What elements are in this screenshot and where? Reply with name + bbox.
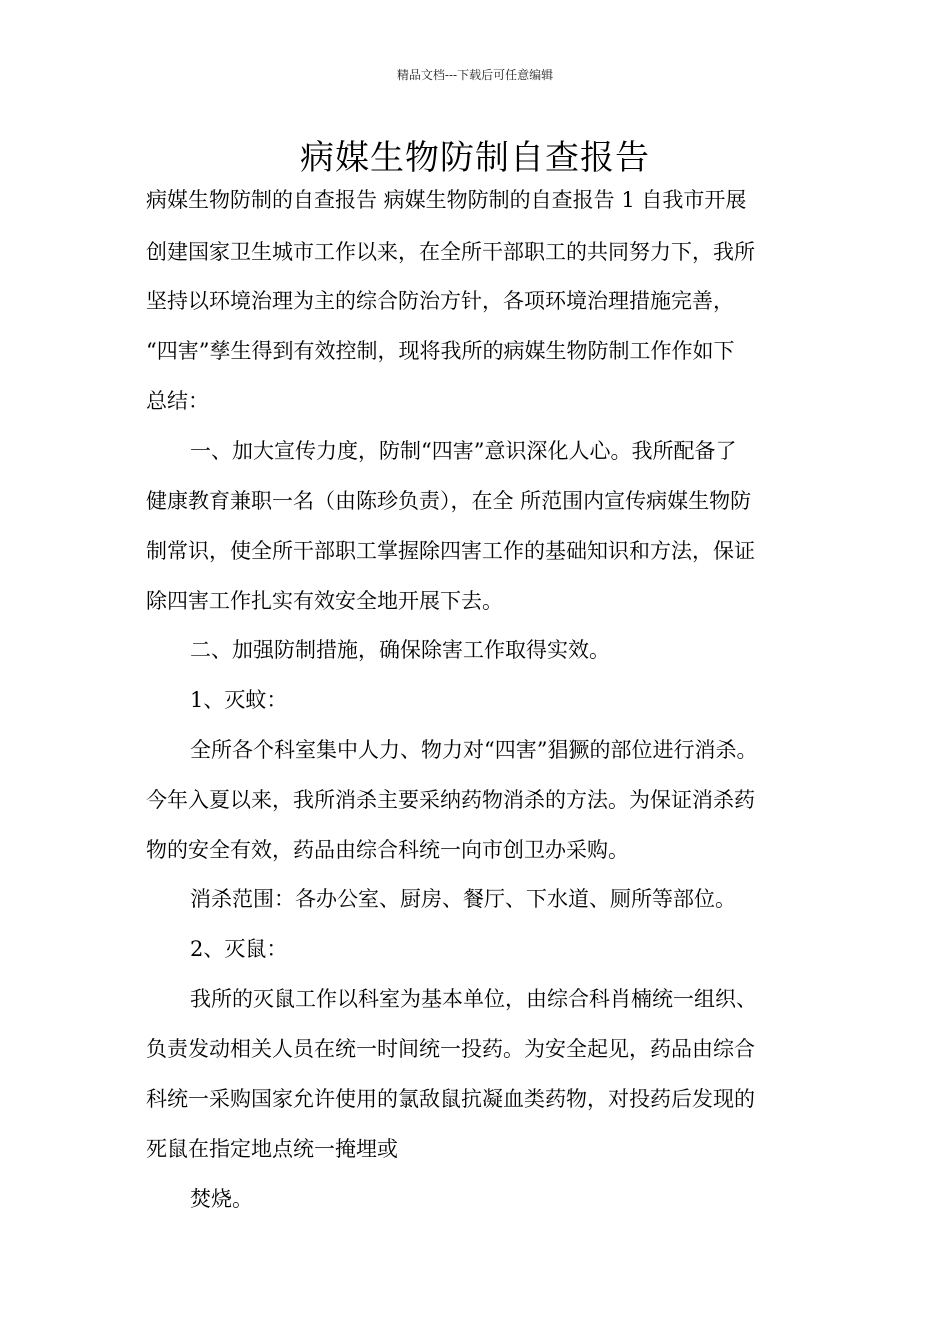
body-line: 坚持以环境治理为主的综合防治方针，各项环境治理措施完善，: [146, 289, 734, 313]
body-line: 焚烧。: [190, 1187, 253, 1211]
body-line: 总结：: [146, 389, 209, 413]
body-line: 病媒生物防制的自查报告 病媒生物防制的自查报告 1 自我市开展: [146, 188, 747, 212]
body-line: 二、加强防制措施，确保除害工作取得实效。: [190, 638, 610, 662]
body-line: 2、灭鼠：: [190, 937, 288, 961]
body-line: 创建国家卫生城市工作以来，在全所干部职工的共同努力下，我所: [146, 240, 755, 264]
body-line: 死鼠在指定地点统一掩埋或: [146, 1137, 398, 1161]
page-header: 精品文档---下载后可任意编辑: [396, 68, 554, 82]
body-line: 物的安全有效，药品由综合科统一向市创卫办采购。: [146, 838, 629, 862]
document-title: 病媒生物防制自查报告: [300, 138, 650, 178]
body-line: 除四害工作扎实有效安全地开展下去。: [146, 589, 503, 613]
body-line: 制常识，使全所干部职工掌握除四害工作的基础知识和方法，保证: [146, 539, 755, 563]
body-line: 我所的灭鼠工作以科室为基本单位，由综合科肖楠统一组织、: [190, 987, 757, 1011]
body-line: 全所各个科室集中人力、物力对“四害”猖獗的部位进行消杀。: [190, 738, 758, 762]
body-line: “四害”孳生得到有效控制，现将我所的病媒生物防制工作作如下: [146, 339, 735, 363]
body-line: 一、加大宣传力度，防制“四害”意识深化人心。我所配备了: [190, 439, 737, 463]
body-line: 科统一采购国家允许使用的氯敌鼠抗凝血类药物，对投药后发现的: [146, 1087, 755, 1111]
body-line: 负责发动相关人员在统一时间统一投药。为安全起见，药品由综合: [146, 1037, 755, 1061]
body-line: 今年入夏以来，我所消杀主要采纳药物消杀的方法。为保证消杀药: [146, 788, 755, 812]
body-line: 消杀范围：各办公室、厨房、餐厅、下水道、厕所等部位。: [190, 887, 736, 911]
body-line: 1、灭蚊：: [190, 688, 288, 712]
body-line: 健康教育兼职一名（由陈珍负责），在全 所范围内宣传病媒生物防: [146, 489, 752, 513]
